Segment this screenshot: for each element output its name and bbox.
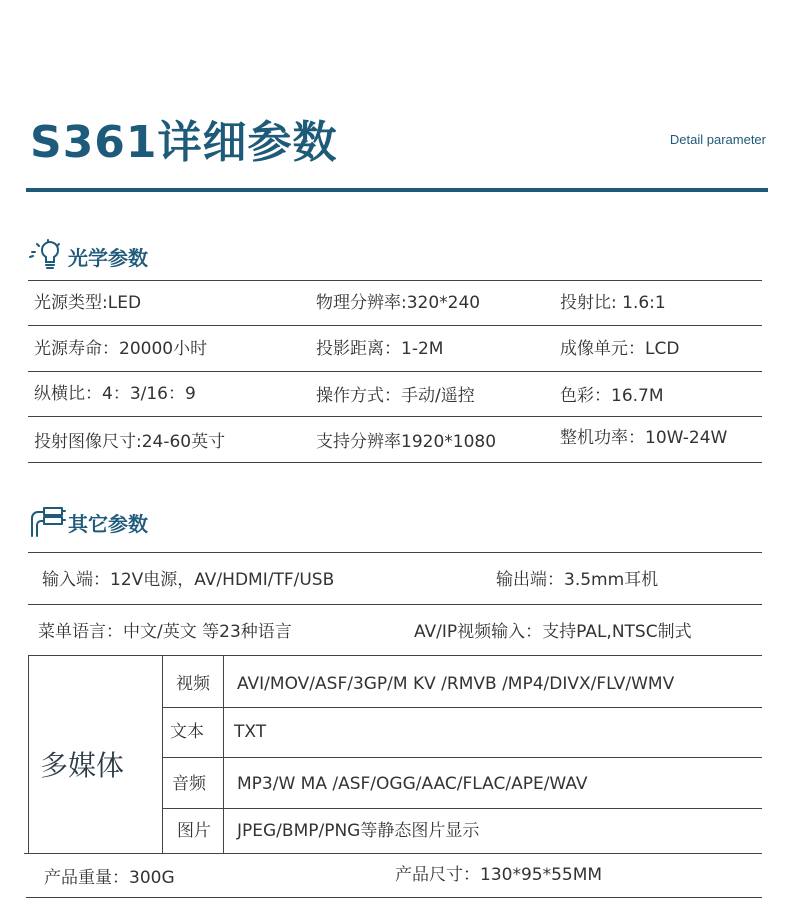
other-cell: 输入端：12V电源，AV/HDMI/TF/USB: [42, 570, 335, 590]
optical-cell: 成像单元：LCD: [560, 339, 680, 359]
table-rule: [162, 757, 762, 758]
table-rule: [28, 280, 762, 281]
table-rule: [28, 552, 762, 553]
optical-cell: 操作方式：手动/遥控: [316, 386, 475, 406]
table-rule: [26, 897, 762, 898]
cable-plug-icon: [28, 504, 66, 540]
media-formats: JPEG/BMP/PNG等静态图片显示: [237, 821, 480, 841]
media-formats: TXT: [234, 722, 267, 742]
optical-section-title: 光学参数: [68, 245, 148, 270]
page-subtitle: Detail parameter: [669, 132, 766, 147]
media-type: 图片: [177, 821, 211, 841]
other-cell: AV/IP视频输入：支持PAL,NTSC制式: [414, 622, 692, 642]
table-rule: [28, 656, 29, 853]
table-rule: [28, 325, 762, 326]
media-type: 视频: [176, 674, 210, 694]
optical-cell: 整机功率：10W-24W: [560, 428, 728, 448]
optical-section-header: [28, 238, 148, 274]
table-rule: [162, 656, 163, 853]
optical-cell: 光源寿命：20000小时: [34, 339, 208, 359]
media-formats: AVI/MOV/ASF/3GP/M KV /RMVB /MP4/DIVX/FLV/WMV: [237, 674, 675, 694]
table-rule: [28, 655, 762, 656]
table-rule: [24, 853, 762, 854]
optical-cell: 投射比: 1.6:1: [560, 293, 666, 313]
media-formats: MP3/W MA /ASF/OGG/AAC/FLAC/APE/WAV: [237, 774, 588, 794]
optical-cell: 支持分辨率1920*1080: [316, 432, 497, 452]
table-rule: [28, 371, 762, 372]
other-cell: 产品重量：300G: [44, 868, 175, 888]
table-rule: [162, 707, 762, 708]
other-section-header: [28, 504, 148, 540]
multimedia-label: 多媒体: [40, 749, 125, 782]
table-rule: [162, 808, 762, 809]
media-type: 文本: [170, 722, 204, 742]
table-rule: [28, 462, 762, 463]
other-cell: 输出端：3.5mm耳机: [496, 570, 659, 590]
optical-cell: 纵横比：4：3/16：9: [34, 384, 196, 404]
other-section-title: 其它参数: [68, 511, 148, 536]
table-rule: [223, 656, 224, 853]
table-rule: [28, 604, 762, 605]
optical-cell: 光源类型:LED: [34, 293, 142, 313]
other-cell: 产品尺寸：130*95*55MM: [395, 865, 603, 885]
lightbulb-icon: [28, 238, 66, 274]
other-cell: 菜单语言：中文/英文 等23种语言: [38, 622, 292, 642]
optical-cell: 投射图像尺寸:24-60英寸: [34, 432, 226, 452]
page-title: S361详细参数: [30, 117, 338, 168]
optical-cell: 物理分辨率:320*240: [316, 293, 481, 313]
title-divider: [26, 188, 768, 192]
optical-cell: 色彩：16.7M: [560, 386, 664, 406]
media-type: 音频: [172, 774, 206, 794]
table-rule: [28, 416, 762, 417]
optical-cell: 投影距离：1-2M: [316, 339, 444, 359]
